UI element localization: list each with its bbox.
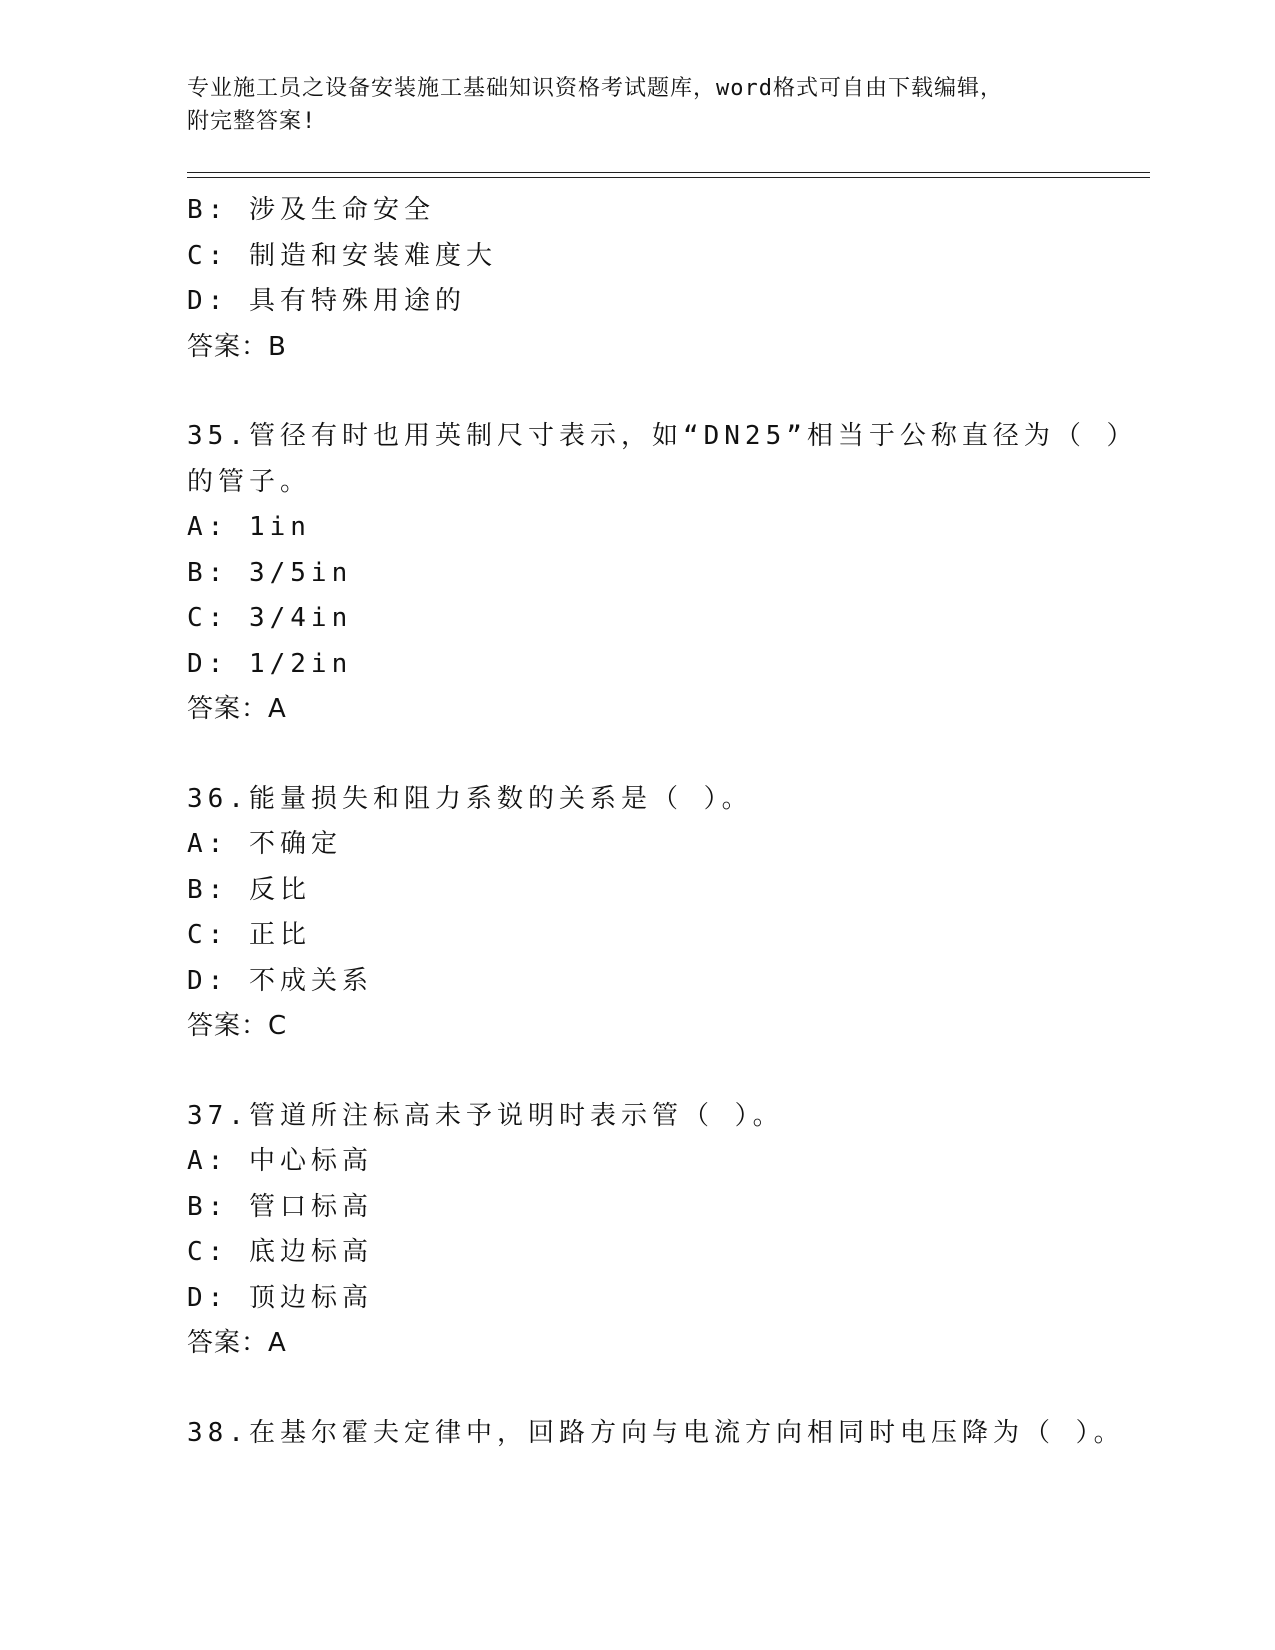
- answer: 答案：A: [187, 694, 287, 724]
- question-text: 37.管道所注标高未予说明时表示管（ ）。: [187, 1100, 784, 1131]
- option-c: C: 正比: [187, 920, 311, 950]
- option-a: A: 中心标高: [187, 1146, 373, 1176]
- question-36: [187, 777, 1067, 1050]
- option-b: B: 管口标高: [187, 1191, 373, 1222]
- question-text-cont: 的管子。: [187, 466, 312, 497]
- question-38: [187, 1411, 1125, 1457]
- option-a: A: 1in: [187, 512, 311, 542]
- question-text: 36.能量损失和阻力系数的关系是（ ）。: [187, 783, 753, 814]
- option-b: B: 3/5in: [187, 557, 353, 588]
- spacer: [187, 370, 1067, 414]
- answer: 答案：B: [187, 331, 287, 362]
- option-a: A: 不确定: [187, 829, 342, 859]
- header-rule-top: [187, 172, 1150, 173]
- option-d: D: 不成关系: [187, 965, 373, 996]
- question-text: 38.在基尔霍夫定律中，回路方向与电流方向相同时电压降为（ ）。: [187, 1417, 1125, 1448]
- option-b: B: 涉及生命安全: [187, 195, 435, 225]
- question-text: 35.管径有时也用英制尺寸表示，如“DN25”相当于公称直径为（ ）: [187, 421, 1138, 451]
- spacer: [187, 733, 1067, 777]
- option-d: D: 1/2in: [187, 648, 353, 679]
- header-line-1: 专业施工员之设备安装施工基础知识资格考试题库，word格式可自由下载编辑，: [187, 76, 1003, 101]
- option-d: D: 顶边标高: [187, 1282, 373, 1313]
- header-rule-bottom: [187, 177, 1150, 178]
- option-d: D: 具有特殊用途的: [187, 286, 466, 316]
- option-c: C: 3/4in: [187, 603, 353, 633]
- option-c: C: 制造和安装难度大: [187, 240, 497, 271]
- answer: 答案：C: [187, 1011, 288, 1041]
- spacer: [187, 1050, 1067, 1094]
- question-37: [187, 1094, 1067, 1367]
- header-line-2: 附完整答案!: [187, 109, 317, 134]
- answer: 答案：A: [187, 1328, 287, 1358]
- page-header: [187, 72, 1067, 138]
- spacer: [187, 1367, 1067, 1411]
- question-list: [187, 188, 1138, 1456]
- question-34-tail: [187, 188, 1067, 370]
- question-35: [187, 414, 1138, 733]
- option-b: B: 反比: [187, 874, 311, 905]
- option-c: C: 底边标高: [187, 1237, 373, 1267]
